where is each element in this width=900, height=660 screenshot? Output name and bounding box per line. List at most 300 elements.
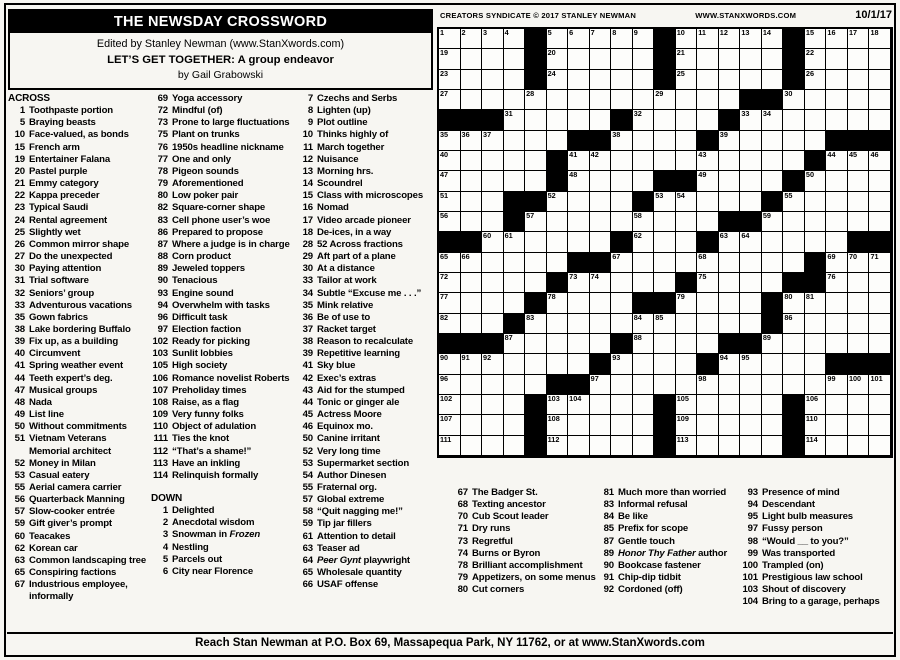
grid-cell[interactable] (848, 253, 870, 273)
grid-cell[interactable] (826, 171, 848, 191)
grid-cell[interactable] (590, 110, 612, 130)
grid-cell[interactable] (848, 375, 870, 395)
grid-cell[interactable] (482, 70, 504, 90)
grid-cell[interactable] (633, 29, 655, 49)
grid-cell[interactable] (461, 436, 483, 456)
grid-cell[interactable] (439, 131, 461, 151)
grid-cell[interactable] (697, 436, 719, 456)
grid-cell[interactable] (740, 415, 762, 435)
grid-cell[interactable] (848, 293, 870, 313)
grid-cell[interactable] (762, 232, 784, 252)
grid-cell[interactable] (611, 171, 633, 191)
grid-cell[interactable] (504, 436, 526, 456)
grid-cell[interactable] (611, 29, 633, 49)
grid-cell[interactable] (461, 375, 483, 395)
grid-cell[interactable] (611, 273, 633, 293)
grid-cell[interactable] (611, 253, 633, 273)
grid-cell[interactable] (783, 253, 805, 273)
grid-cell[interactable] (525, 354, 547, 374)
grid-cell[interactable] (654, 314, 676, 334)
grid-cell[interactable] (633, 70, 655, 90)
grid-cell[interactable] (547, 90, 569, 110)
grid-cell[interactable] (805, 192, 827, 212)
grid-cell[interactable] (783, 232, 805, 252)
grid-cell[interactable] (805, 49, 827, 69)
grid-cell[interactable] (719, 273, 741, 293)
grid-cell[interactable] (611, 70, 633, 90)
grid-cell[interactable] (719, 192, 741, 212)
grid-cell[interactable] (439, 171, 461, 191)
grid-cell[interactable] (568, 110, 590, 130)
grid-cell[interactable] (869, 151, 891, 171)
grid-cell[interactable] (805, 436, 827, 456)
grid-cell[interactable] (525, 212, 547, 232)
grid-cell[interactable] (762, 354, 784, 374)
grid-cell[interactable] (482, 90, 504, 110)
grid-cell[interactable] (611, 151, 633, 171)
grid-cell[interactable] (504, 29, 526, 49)
grid-cell[interactable] (762, 253, 784, 273)
grid-cell[interactable] (762, 110, 784, 130)
grid-cell[interactable] (654, 131, 676, 151)
grid-cell[interactable] (461, 253, 483, 273)
grid-cell[interactable] (504, 110, 526, 130)
grid-cell[interactable] (439, 192, 461, 212)
grid-cell[interactable] (869, 90, 891, 110)
grid-cell[interactable] (504, 354, 526, 374)
grid-cell[interactable] (826, 293, 848, 313)
grid-cell[interactable] (504, 253, 526, 273)
grid-cell[interactable] (633, 354, 655, 374)
grid-cell[interactable] (504, 70, 526, 90)
grid-cell[interactable] (697, 293, 719, 313)
grid-cell[interactable] (482, 273, 504, 293)
grid-cell[interactable] (805, 375, 827, 395)
grid-cell[interactable] (633, 253, 655, 273)
grid-cell[interactable] (611, 90, 633, 110)
grid-cell[interactable] (568, 212, 590, 232)
grid-cell[interactable] (633, 49, 655, 69)
grid-cell[interactable] (719, 293, 741, 313)
grid-cell[interactable] (676, 415, 698, 435)
grid-cell[interactable] (482, 171, 504, 191)
grid-cell[interactable] (633, 171, 655, 191)
grid-cell[interactable] (590, 151, 612, 171)
grid-cell[interactable] (504, 131, 526, 151)
grid-cell[interactable] (869, 253, 891, 273)
grid-cell[interactable] (719, 70, 741, 90)
grid-cell[interactable] (654, 334, 676, 354)
grid-cell[interactable] (525, 253, 547, 273)
grid-cell[interactable] (525, 151, 547, 171)
grid-cell[interactable] (547, 232, 569, 252)
grid-cell[interactable] (568, 415, 590, 435)
grid-cell[interactable] (848, 110, 870, 130)
grid-cell[interactable] (783, 131, 805, 151)
grid-cell[interactable] (568, 70, 590, 90)
grid-cell[interactable] (676, 131, 698, 151)
grid-cell[interactable] (697, 110, 719, 130)
grid-cell[interactable] (762, 29, 784, 49)
grid-cell[interactable] (633, 110, 655, 130)
grid-cell[interactable] (697, 192, 719, 212)
grid-cell[interactable] (762, 334, 784, 354)
grid-cell[interactable] (848, 436, 870, 456)
grid-cell[interactable] (697, 90, 719, 110)
grid-cell[interactable] (568, 395, 590, 415)
grid-cell[interactable] (611, 293, 633, 313)
grid-cell[interactable] (482, 415, 504, 435)
grid-cell[interactable] (719, 131, 741, 151)
grid-cell[interactable] (461, 70, 483, 90)
grid-cell[interactable] (482, 192, 504, 212)
grid-cell[interactable] (805, 171, 827, 191)
grid-cell[interactable] (590, 415, 612, 435)
grid-cell[interactable] (848, 90, 870, 110)
grid-cell[interactable] (805, 131, 827, 151)
grid-cell[interactable] (719, 354, 741, 374)
grid-cell[interactable] (633, 334, 655, 354)
grid-cell[interactable] (568, 314, 590, 334)
grid-cell[interactable] (848, 29, 870, 49)
grid-cell[interactable] (590, 314, 612, 334)
grid-cell[interactable] (590, 232, 612, 252)
grid-cell[interactable] (482, 151, 504, 171)
grid-cell[interactable] (719, 232, 741, 252)
grid-cell[interactable] (805, 354, 827, 374)
grid-cell[interactable] (783, 314, 805, 334)
grid-cell[interactable] (568, 171, 590, 191)
grid-cell[interactable] (740, 314, 762, 334)
grid-cell[interactable] (697, 49, 719, 69)
grid-cell[interactable] (654, 192, 676, 212)
grid-cell[interactable] (740, 70, 762, 90)
grid-cell[interactable] (697, 314, 719, 334)
grid-cell[interactable] (697, 212, 719, 232)
grid-cell[interactable] (633, 90, 655, 110)
grid-cell[interactable] (482, 375, 504, 395)
grid-cell[interactable] (504, 334, 526, 354)
grid-cell[interactable] (461, 151, 483, 171)
grid-cell[interactable] (461, 395, 483, 415)
grid-cell[interactable] (697, 70, 719, 90)
grid-cell[interactable] (740, 354, 762, 374)
grid-cell[interactable] (826, 110, 848, 130)
grid-cell[interactable] (654, 354, 676, 374)
grid-cell[interactable] (654, 110, 676, 130)
grid-cell[interactable] (461, 49, 483, 69)
grid-cell[interactable] (805, 90, 827, 110)
grid-cell[interactable] (547, 253, 569, 273)
grid-cell[interactable] (740, 293, 762, 313)
grid-cell[interactable] (568, 90, 590, 110)
grid-cell[interactable] (676, 395, 698, 415)
grid-cell[interactable] (869, 334, 891, 354)
grid-cell[interactable] (611, 415, 633, 435)
grid-cell[interactable] (719, 436, 741, 456)
grid-cell[interactable] (697, 171, 719, 191)
grid-cell[interactable] (676, 192, 698, 212)
grid-cell[interactable] (568, 192, 590, 212)
grid-cell[interactable] (439, 212, 461, 232)
grid-cell[interactable] (482, 232, 504, 252)
grid-cell[interactable] (848, 171, 870, 191)
grid-cell[interactable] (805, 334, 827, 354)
grid-cell[interactable] (590, 70, 612, 90)
grid-cell[interactable] (482, 212, 504, 232)
grid-cell[interactable] (740, 49, 762, 69)
grid-cell[interactable] (590, 49, 612, 69)
grid-cell[interactable] (783, 110, 805, 130)
grid-cell[interactable] (869, 293, 891, 313)
grid-cell[interactable] (547, 354, 569, 374)
grid-cell[interactable] (611, 49, 633, 69)
grid-cell[interactable] (740, 375, 762, 395)
grid-cell[interactable] (654, 273, 676, 293)
grid-cell[interactable] (461, 314, 483, 334)
grid-cell[interactable] (654, 90, 676, 110)
grid-cell[interactable] (482, 293, 504, 313)
grid-cell[interactable] (719, 49, 741, 69)
grid-cell[interactable] (869, 436, 891, 456)
grid-cell[interactable] (568, 354, 590, 374)
grid-cell[interactable] (547, 334, 569, 354)
grid-cell[interactable] (805, 293, 827, 313)
grid-cell[interactable] (676, 354, 698, 374)
grid-cell[interactable] (547, 293, 569, 313)
grid-cell[interactable] (439, 375, 461, 395)
grid-cell[interactable] (439, 70, 461, 90)
grid-cell[interactable] (568, 232, 590, 252)
grid-cell[interactable] (568, 273, 590, 293)
grid-cell[interactable] (676, 253, 698, 273)
grid-cell[interactable] (869, 70, 891, 90)
grid-cell[interactable] (525, 171, 547, 191)
grid-cell[interactable] (590, 171, 612, 191)
grid-cell[interactable] (654, 232, 676, 252)
grid-cell[interactable] (676, 232, 698, 252)
grid-cell[interactable] (525, 273, 547, 293)
grid-cell[interactable] (869, 273, 891, 293)
grid-cell[interactable] (633, 232, 655, 252)
grid-cell[interactable] (633, 375, 655, 395)
grid-cell[interactable] (461, 293, 483, 313)
grid-cell[interactable] (848, 415, 870, 435)
grid-cell[interactable] (869, 192, 891, 212)
grid-cell[interactable] (547, 29, 569, 49)
grid-cell[interactable] (719, 151, 741, 171)
grid-cell[interactable] (482, 29, 504, 49)
grid-cell[interactable] (525, 232, 547, 252)
grid-cell[interactable] (461, 354, 483, 374)
grid-cell[interactable] (869, 314, 891, 334)
grid-cell[interactable] (676, 110, 698, 130)
grid-cell[interactable] (719, 171, 741, 191)
grid-cell[interactable] (676, 293, 698, 313)
grid-cell[interactable] (869, 395, 891, 415)
grid-cell[interactable] (461, 131, 483, 151)
grid-cell[interactable] (697, 334, 719, 354)
grid-cell[interactable] (826, 232, 848, 252)
grid-cell[interactable] (439, 415, 461, 435)
grid-cell[interactable] (547, 192, 569, 212)
grid-cell[interactable] (848, 212, 870, 232)
grid-cell[interactable] (611, 375, 633, 395)
grid-cell[interactable] (676, 49, 698, 69)
grid-cell[interactable] (676, 29, 698, 49)
grid-cell[interactable] (482, 436, 504, 456)
grid-cell[interactable] (762, 131, 784, 151)
grid-cell[interactable] (719, 395, 741, 415)
grid-cell[interactable] (676, 314, 698, 334)
grid-cell[interactable] (826, 395, 848, 415)
grid-cell[interactable] (504, 415, 526, 435)
grid-cell[interactable] (525, 110, 547, 130)
grid-cell[interactable] (762, 151, 784, 171)
grid-cell[interactable] (783, 375, 805, 395)
grid-cell[interactable] (547, 131, 569, 151)
grid-cell[interactable] (482, 131, 504, 151)
grid-cell[interactable] (525, 90, 547, 110)
grid-cell[interactable] (805, 314, 827, 334)
grid-cell[interactable] (504, 232, 526, 252)
grid-cell[interactable] (848, 192, 870, 212)
grid-cell[interactable] (439, 354, 461, 374)
grid-cell[interactable] (590, 334, 612, 354)
grid-cell[interactable] (482, 314, 504, 334)
grid-cell[interactable] (826, 415, 848, 435)
grid-cell[interactable] (547, 49, 569, 69)
grid-cell[interactable] (590, 293, 612, 313)
grid-cell[interactable] (504, 90, 526, 110)
grid-cell[interactable] (783, 151, 805, 171)
grid-cell[interactable] (504, 395, 526, 415)
grid-cell[interactable] (568, 436, 590, 456)
grid-cell[interactable] (504, 293, 526, 313)
grid-cell[interactable] (697, 375, 719, 395)
grid-cell[interactable] (719, 415, 741, 435)
grid-cell[interactable] (439, 253, 461, 273)
grid-cell[interactable] (676, 70, 698, 90)
grid-cell[interactable] (826, 29, 848, 49)
grid-cell[interactable] (590, 436, 612, 456)
grid-cell[interactable] (461, 415, 483, 435)
grid-cell[interactable] (826, 192, 848, 212)
grid-cell[interactable] (611, 212, 633, 232)
grid-cell[interactable] (482, 49, 504, 69)
grid-cell[interactable] (740, 110, 762, 130)
grid-cell[interactable] (719, 253, 741, 273)
grid-cell[interactable] (740, 29, 762, 49)
grid-cell[interactable] (461, 212, 483, 232)
grid-cell[interactable] (740, 151, 762, 171)
grid-cell[interactable] (676, 334, 698, 354)
grid-cell[interactable] (826, 334, 848, 354)
grid-cell[interactable] (568, 151, 590, 171)
grid-cell[interactable] (848, 70, 870, 90)
grid-cell[interactable] (590, 273, 612, 293)
grid-cell[interactable] (848, 273, 870, 293)
grid-cell[interactable] (848, 334, 870, 354)
grid-cell[interactable] (783, 334, 805, 354)
grid-cell[interactable] (482, 354, 504, 374)
grid-cell[interactable] (504, 171, 526, 191)
grid-cell[interactable] (611, 395, 633, 415)
grid-cell[interactable] (654, 212, 676, 232)
grid-cell[interactable] (826, 49, 848, 69)
grid-cell[interactable] (719, 375, 741, 395)
grid-cell[interactable] (762, 395, 784, 415)
grid-cell[interactable] (461, 171, 483, 191)
grid-cell[interactable] (676, 436, 698, 456)
grid-cell[interactable] (740, 232, 762, 252)
grid-cell[interactable] (783, 293, 805, 313)
grid-cell[interactable] (740, 192, 762, 212)
grid-cell[interactable] (762, 171, 784, 191)
grid-cell[interactable] (633, 131, 655, 151)
grid-cell[interactable] (461, 90, 483, 110)
grid-cell[interactable] (719, 90, 741, 110)
grid-cell[interactable] (482, 253, 504, 273)
grid-cell[interactable] (869, 49, 891, 69)
grid-cell[interactable] (740, 131, 762, 151)
grid-cell[interactable] (525, 314, 547, 334)
grid-cell[interactable] (590, 375, 612, 395)
grid-cell[interactable] (461, 273, 483, 293)
grid-cell[interactable] (869, 29, 891, 49)
grid-cell[interactable] (439, 90, 461, 110)
grid-cell[interactable] (633, 151, 655, 171)
grid-cell[interactable] (848, 395, 870, 415)
grid-cell[interactable] (783, 212, 805, 232)
grid-cell[interactable] (826, 253, 848, 273)
grid-cell[interactable] (504, 375, 526, 395)
grid-cell[interactable] (826, 273, 848, 293)
grid-cell[interactable] (697, 151, 719, 171)
grid-cell[interactable] (826, 314, 848, 334)
grid-cell[interactable] (762, 212, 784, 232)
grid-cell[interactable] (869, 415, 891, 435)
grid-cell[interactable] (590, 192, 612, 212)
grid-cell[interactable] (504, 49, 526, 69)
grid-cell[interactable] (611, 192, 633, 212)
grid-cell[interactable] (869, 212, 891, 232)
grid-cell[interactable] (547, 110, 569, 130)
grid-cell[interactable] (826, 212, 848, 232)
grid-cell[interactable] (439, 293, 461, 313)
grid-cell[interactable] (568, 49, 590, 69)
grid-cell[interactable] (697, 29, 719, 49)
grid-cell[interactable] (654, 151, 676, 171)
grid-cell[interactable] (762, 273, 784, 293)
grid-cell[interactable] (805, 395, 827, 415)
grid-cell[interactable] (633, 314, 655, 334)
grid-cell[interactable] (676, 151, 698, 171)
grid-cell[interactable] (826, 90, 848, 110)
grid-cell[interactable] (697, 395, 719, 415)
grid-cell[interactable] (762, 375, 784, 395)
grid-cell[interactable] (547, 212, 569, 232)
grid-cell[interactable] (719, 314, 741, 334)
grid-cell[interactable] (740, 253, 762, 273)
grid-cell[interactable] (740, 395, 762, 415)
grid-cell[interactable] (740, 273, 762, 293)
grid-cell[interactable] (826, 375, 848, 395)
grid-cell[interactable] (805, 29, 827, 49)
grid-cell[interactable] (654, 253, 676, 273)
grid-cell[interactable] (762, 415, 784, 435)
grid-cell[interactable] (633, 273, 655, 293)
